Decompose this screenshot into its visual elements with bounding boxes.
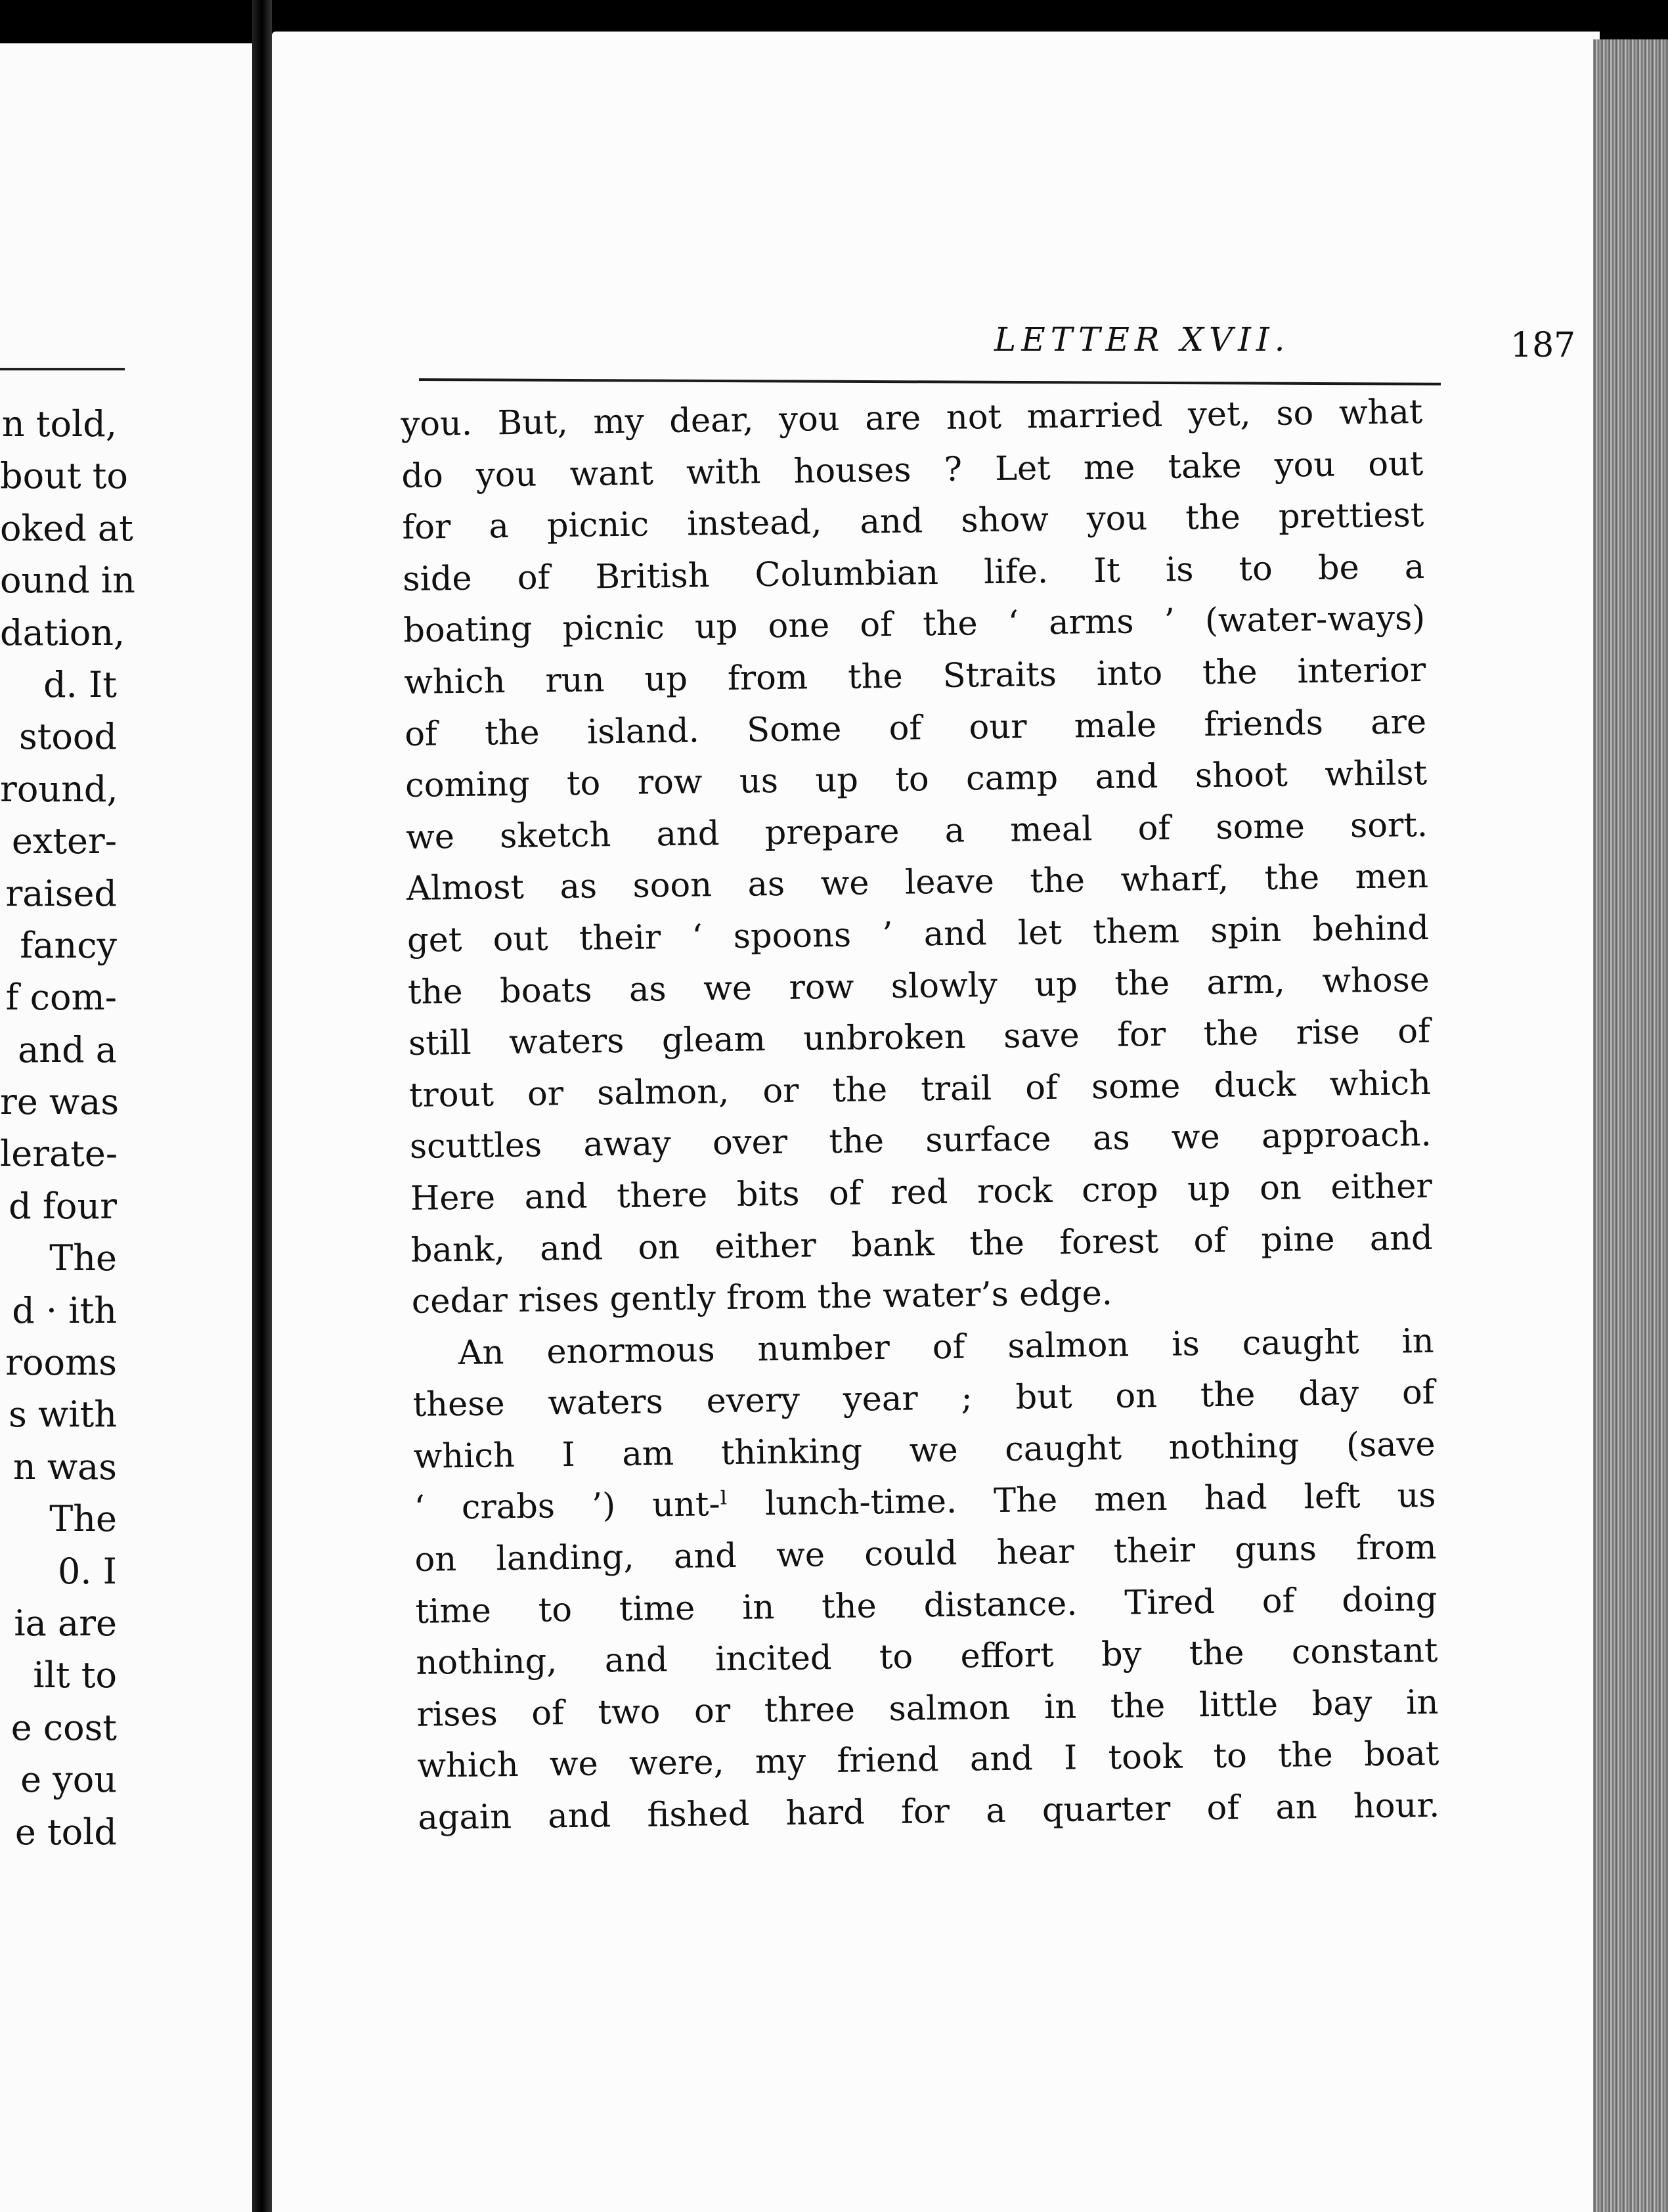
text-line: time to time in the distance. Tired of doing [415,1580,1438,1631]
text-line: ‘ crabs ’) unt‑ˡ lunch-time. The men had left us [414,1476,1436,1528]
text-line: do you want with houses ? Let me take you out [401,444,1424,496]
text-line: nothing, and incited to effort by the constant [416,1631,1438,1683]
paragraph-start-line: An enormous number of salmon is caught in [458,1321,1434,1373]
left-line: f com- [5,977,117,1019]
left-line: d · ith [12,1289,117,1331]
left-line: round, [0,768,118,810]
left-line: e cost [11,1706,117,1748]
left-line: d. It [43,663,117,705]
left-line: d four [9,1185,117,1227]
left-line: n told, [1,403,117,445]
left-line: fancy [20,924,117,966]
left-line: The [49,1498,117,1540]
left-line: oked at [0,507,133,549]
text-line: again and fished hard for a quarter of an hour. [418,1786,1440,1838]
left-page-header-rule [0,368,125,370]
text-line: these waters every year ; but on the day of [412,1373,1435,1425]
text-line: of the island. Some of our male friends are [404,702,1427,754]
book-gutter [252,0,272,2212]
text-line: we sketch and prepare a meal of some sort. [405,805,1428,857]
left-facing-page [0,43,252,2212]
left-line: rooms [5,1342,117,1384]
running-title: LETTER XVII. [994,321,1290,359]
left-line: and a [18,1029,117,1071]
text-line: rises of two or three salmon in the little bay in [416,1683,1439,1735]
left-line: s with [9,1394,117,1436]
paragraph-end-line: cedar rises gently from the water’s edge. [411,1273,1113,1321]
left-line: The [49,1237,117,1279]
right-page [272,32,1600,2212]
body-text [401,387,1440,1844]
left-line: stood [18,716,117,758]
left-line: ia are [14,1602,117,1644]
text-line: you. But, my dear, you are not married yet, so what [401,392,1423,444]
text-line: which we were, my friend and I took to the boat [417,1735,1439,1786]
header-rule [419,378,1441,386]
left-line: ilt to [33,1654,117,1696]
text-line: the boats as we row slowly up the arm, whose [407,960,1430,1012]
text-line: get out their ‘ spoons ’ and let them spin behind [406,908,1430,960]
left-line: 0. I [57,1550,117,1592]
left-line: bout to [0,455,128,497]
left-line: ound in [0,560,135,602]
text-line: which run up from the Straits into the interior [403,650,1426,702]
left-page-text-fragments [0,398,252,1858]
left-line: re was [0,1081,120,1123]
text-line: still waters gleam unbroken save for the rise of [408,1012,1431,1064]
text-line: which I am thinking we caught nothing (save [413,1425,1436,1476]
text-line: boating picnic up one of the ‘ arms ’ (water-ways) [403,599,1426,651]
text-line: Almost as soon as we leave the wharf, the men [406,857,1429,909]
left-line: e you [20,1759,117,1801]
text-line: side of British Columbian life. It is to be a [402,547,1425,599]
text-line: scuttles away over the surface as we approach. [409,1115,1432,1167]
left-line: n was [12,1446,117,1488]
page-number: 187 [1510,326,1576,365]
text-line: Here and there bits of red rock crop up on either [410,1166,1433,1218]
text-line: on landing, and we could hear their guns from [414,1528,1437,1580]
left-line: raised [5,872,117,914]
text-line: coming to row us up to camp and shoot whilst [405,754,1428,806]
text-line: trout or salmon, or the trail of some duck which [408,1063,1432,1115]
left-line: e told [14,1811,117,1853]
page-edges [1593,39,1668,2212]
text-line: bank, and on either bank the forest of pine and [410,1218,1434,1270]
left-line: exter- [11,820,117,862]
left-line: lerate- [0,1133,118,1175]
left-line: dation, [0,611,125,653]
text-line: for a picnic instead, and show you the prettiest [402,496,1424,548]
